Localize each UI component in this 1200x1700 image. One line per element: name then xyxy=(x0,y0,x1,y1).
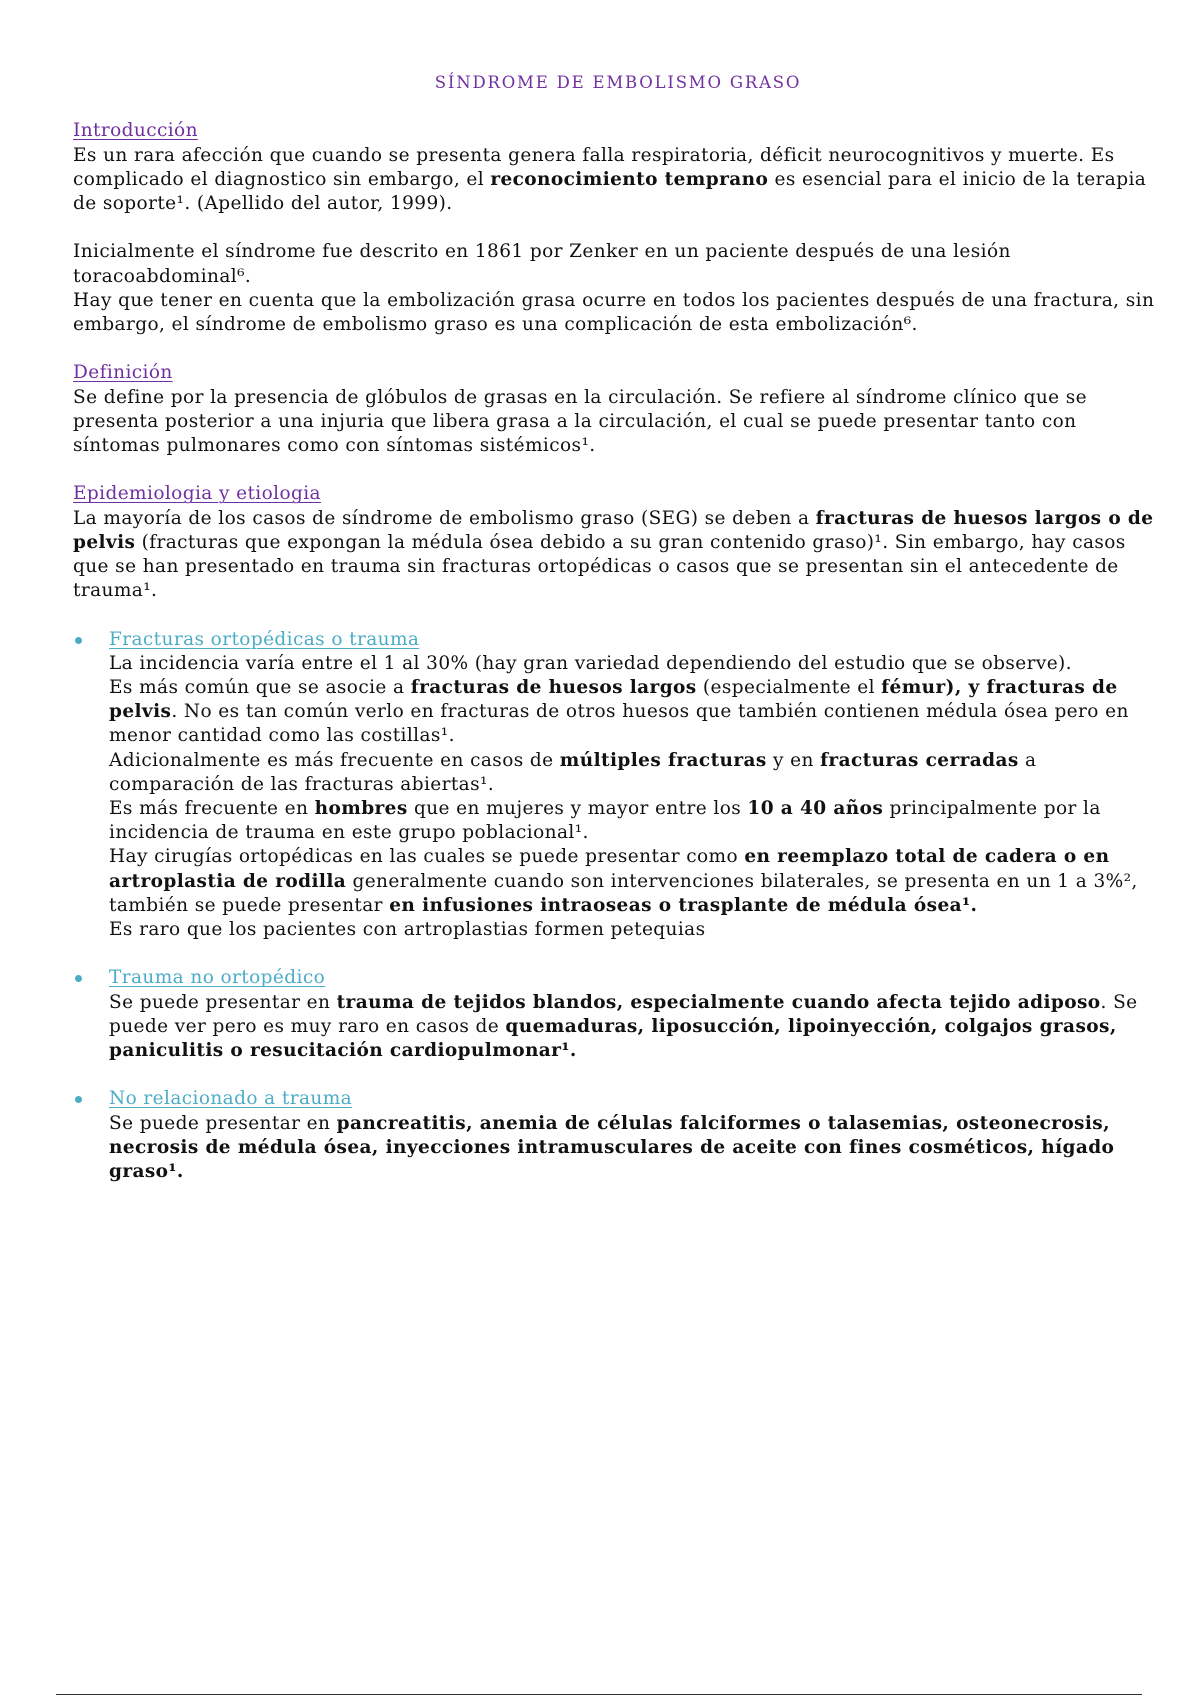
heading-epidemiologia: Epidemiologia y etiologia xyxy=(73,483,321,505)
text-run: es esencial para el inicio de la terapia de soporte¹. (Apellido del autor, 1999). xyxy=(73,168,1147,214)
trauma-paragraph xyxy=(109,991,1163,1064)
section-introduccion xyxy=(73,119,1163,337)
text-run: Es más frecuente en xyxy=(109,798,315,819)
bold-text: fracturas de huesos largos xyxy=(410,676,697,698)
fracturas-paragraph-3 xyxy=(109,749,1163,797)
list-item-fracturas-ortopedicas xyxy=(73,628,1163,943)
text-run: generalmente cuando son intervenciones bilaterales, se presenta en un 1 a 3%², también se puede presentar xyxy=(109,870,1138,916)
text-run: Adicionalmente es más frecuente en casos de xyxy=(109,749,560,771)
no-relacionado-paragraph xyxy=(109,1112,1163,1185)
text-run: Hay cirugías ortopédicas en las cuales se puede presentar como xyxy=(109,846,745,868)
subheading-trauma-no-ortopedico: Trauma no ortopédico xyxy=(109,967,326,989)
text-run: (especialmente el xyxy=(696,676,882,698)
epidemiologia-paragraph xyxy=(73,507,1163,604)
heading-introduccion: Introducción xyxy=(73,120,198,142)
bold-text: múltiples fracturas xyxy=(559,749,767,771)
text-run: que en mujeres y mayor entre los xyxy=(407,798,748,819)
bold-text: pancreatitis, anemia de células falciformes o talasemias, osteonecrosis, necrosis de médula ósea, inyecciones intramusculares de aceite con fines cosméticos, hígado graso¹. xyxy=(109,1112,1115,1183)
bullet-icon xyxy=(73,1087,87,1111)
bold-text: quemaduras, liposucción, lipoinyección, colgajos grasos, paniculitis o resucitación cardiopulmonar¹. xyxy=(109,1015,1117,1062)
text-run: . No es tan común verlo en fracturas de otros huesos que también contienen médula ósea pero en menor cantidad como las costillas¹. xyxy=(109,701,1129,747)
list-item-trauma-no-ortopedico xyxy=(73,966,1163,1063)
section-definicion xyxy=(73,361,1163,458)
text-run: Se define por la presencia de glóbulos de grasas en la circulación. Se refiere al síndrome clínico que se presenta posterior a una injuria que libera grasa a la circulación, el cual se puede presentar tanto con síntomas pulmonares como con síntomas sistémicos¹. xyxy=(73,386,1088,456)
text-run: a comparación de las fracturas abiertas¹. xyxy=(109,749,1037,795)
text-run: Se puede presentar en xyxy=(109,991,337,1013)
bold-text: 10 a 40 años xyxy=(747,798,884,819)
bold-text: fémur), y fracturas de pelvis xyxy=(109,676,1118,723)
bold-text: fracturas cerradas xyxy=(820,749,1019,771)
fracturas-paragraph-6 xyxy=(109,918,1163,942)
bold-text: en reemplazo total de cadera o en artroplastia de rodilla xyxy=(109,846,1110,892)
bullet-icon xyxy=(73,628,87,652)
text-run: La incidencia varía entre el 1 al 30% (hay gran variedad dependiendo del estudio que se observe). xyxy=(109,652,1072,674)
fracturas-paragraph-4 xyxy=(109,797,1163,845)
subheading-no-relacionado-trauma: No relacionado a trauma xyxy=(109,1088,353,1110)
text-run: Inicialmente el síndrome fue descrito en 1861 por Zenker en un paciente después de una lesión toracoabdominal⁶. xyxy=(73,241,1011,287)
text-run: Es raro que los pacientes con artroplastias formen petequias xyxy=(109,919,706,941)
intro-paragraph-2 xyxy=(73,240,1163,288)
bold-text: reconocimiento temprano xyxy=(490,168,769,190)
text-run: Es más común que se asocie a xyxy=(109,676,411,698)
text-run: Hay que tener en cuenta que la embolización grasa ocurre en todos los pacientes después de una fractura, sin embargo, el síndrome de embolismo graso es una complicación de esta embolización⁶. xyxy=(73,289,1155,335)
bullet-icon xyxy=(73,966,87,990)
intro-paragraph-3 xyxy=(73,289,1163,337)
intro-paragraph-1 xyxy=(73,144,1163,217)
fracturas-paragraph-5 xyxy=(109,845,1163,918)
bold-text: hombres xyxy=(314,798,408,819)
text-run: (fracturas que expongan la médula ósea debido a su gran contenido graso)¹. Sin embargo, hay casos que se han presentado en trauma sin fracturas ortopédicas o casos que se presentan sin el antecedente de trauma¹. xyxy=(73,531,1126,602)
text-run: principalmente por la incidencia de trauma en este grupo poblacional¹. xyxy=(109,798,1101,844)
subheading-fracturas-ortopedicas: Fracturas ortopédicas o trauma xyxy=(109,628,420,650)
text-run: Es un rara afección que cuando se presenta genera falla respiratoria, déficit neurocognitivos y muerte. Es complicado el diagnostico sin embargo, el xyxy=(73,144,1115,190)
document-body xyxy=(73,71,1163,1184)
bold-text: en infusiones intraoseas o trasplante de médula ósea¹. xyxy=(389,894,978,916)
section-epidemiologia xyxy=(73,482,1163,1184)
text-run: Se puede presentar en xyxy=(109,1112,337,1134)
footer-rule xyxy=(56,1694,1142,1695)
definicion-paragraph xyxy=(73,386,1163,459)
text-run: y en xyxy=(766,749,821,771)
list-item-no-relacionado-trauma xyxy=(73,1087,1163,1184)
document-title: SÍNDROME DE EMBOLISMO GRASO xyxy=(434,73,802,92)
heading-definicion: Definición xyxy=(73,362,173,384)
bold-text: fracturas de huesos largos o de pelvis xyxy=(73,507,1154,553)
bold-text: trauma de tejidos blandos, especialmente cuando afecta tejido adiposo xyxy=(336,991,1101,1013)
fracturas-paragraph-2 xyxy=(109,676,1163,749)
text-run: La mayoría de los casos de síndrome de embolismo graso (SEG) se deben a xyxy=(73,507,816,529)
text-run: . Se puede ver pero es muy raro en casos de xyxy=(109,991,1138,1037)
fracturas-paragraph-1 xyxy=(109,652,1163,676)
